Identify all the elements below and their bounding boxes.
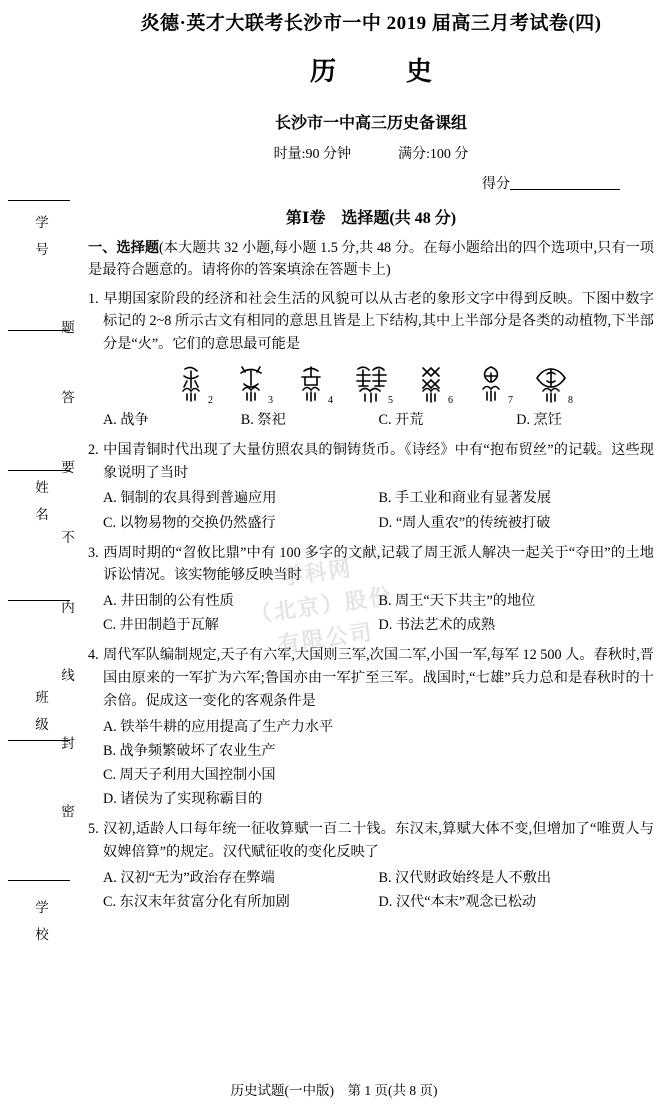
instruction-type-label: 一、选择题 xyxy=(88,239,160,256)
oracle-glyph-figure xyxy=(88,364,654,404)
page-footer: 历史试题(一中版) 第 1 页(共 8 页) xyxy=(230,1083,438,1098)
margin-seal-char-2: 答 xyxy=(59,390,74,404)
margin-seal-char-5: 内 xyxy=(59,600,74,614)
option-d[interactable]: D. 诸侯为了实现称霸目的 xyxy=(103,791,263,807)
margin-rule xyxy=(8,880,70,881)
option-row xyxy=(103,486,654,510)
question-text-wrap xyxy=(88,542,654,587)
option-c[interactable]: C. 开荒 xyxy=(378,411,424,428)
question-item xyxy=(88,644,654,712)
margin-seal-char-1: 题 xyxy=(59,320,74,334)
option-b[interactable]: B. 战争频繁破坏了农业生产 xyxy=(103,742,276,759)
question-number: 4. xyxy=(88,647,99,664)
glyph-cell-8 xyxy=(523,364,579,404)
instruction-detail: (本大题共 32 小题,每小题 1.5 分,共 48 分。在每小题给出的四个选项中,只有一项是最符合题意的。请将你的答案填涂在答题卡上) xyxy=(88,239,654,278)
question-text: 汉初,适龄人口每年统一征收算赋一百二十钱。东汉末,算赋大体不变,但增加了“唯贾人与奴婢倍算”的规定。汉代赋征收的变化反映了 xyxy=(103,821,654,860)
question-options xyxy=(88,589,654,637)
oracle-glyph-icon xyxy=(411,364,451,404)
glyph-number: 2 xyxy=(208,394,213,406)
glyph-cell-4 xyxy=(283,364,339,404)
option-d[interactable]: D. 书法艺术的成熟 xyxy=(378,617,496,634)
option-b[interactable]: B. 手工业和商业有显著发展 xyxy=(378,490,552,507)
margin-seal-char-7: 封 xyxy=(59,736,74,750)
option-row xyxy=(103,866,654,890)
option-a[interactable]: A. 汉初“无为”政治存在弊端 xyxy=(103,869,275,886)
question-options xyxy=(88,408,654,432)
option-c[interactable]: C. 周天子利用大国控制小国 xyxy=(103,766,276,783)
option-b[interactable]: B. 周王“天下共主”的地位 xyxy=(378,593,536,610)
option-row xyxy=(103,613,654,637)
margin-label-school: 学 校 xyxy=(33,900,48,941)
glyph-cell-5 xyxy=(343,364,399,404)
margin-seal-char-3: 要 xyxy=(59,460,74,474)
margin-seal-char-4: 不 xyxy=(59,530,74,544)
option-row xyxy=(103,890,654,914)
option-a[interactable]: A. 铜制的农具得到普遍应用 xyxy=(103,490,277,507)
option-row xyxy=(103,739,654,763)
option-d[interactable]: D. 汉代“本末”观念已松动 xyxy=(378,893,537,910)
question-options xyxy=(88,866,654,914)
oracle-glyph-icon xyxy=(529,364,573,404)
question-number: 3. xyxy=(88,544,99,561)
option-a[interactable]: A. 铁举牛耕的应用提高了生产力水平 xyxy=(103,718,334,735)
exam-meta xyxy=(88,143,654,163)
glyph-number: 3 xyxy=(268,394,273,406)
option-row xyxy=(103,589,654,613)
margin-seal-char-8: 密 xyxy=(59,804,74,818)
glyph-cell-6 xyxy=(403,364,459,404)
watermark: 学科网 （北京）股份 有限公司 xyxy=(248,555,395,658)
question-options xyxy=(88,715,654,812)
question-item xyxy=(88,542,654,587)
option-row xyxy=(103,511,654,535)
option-row xyxy=(103,408,654,432)
section-instruction xyxy=(88,237,654,281)
glyph-number: 6 xyxy=(448,394,453,406)
option-d[interactable]: D. “周人重农”的传统被打破 xyxy=(378,514,551,531)
margin-rule xyxy=(8,200,70,201)
glyph-cell-3 xyxy=(223,364,279,404)
duration-text: 时量:90 分钟 xyxy=(273,146,351,162)
score-label: 得分 xyxy=(482,176,510,192)
question-text-wrap xyxy=(88,644,654,712)
glyph-cell-2 xyxy=(163,364,219,404)
option-b[interactable]: B. 汉代财政始终是人不敷出 xyxy=(378,869,552,886)
oracle-glyph-icon xyxy=(231,364,271,404)
question-number: 5. xyxy=(88,821,99,838)
question-item xyxy=(88,818,654,863)
option-c[interactable]: C. 以物易物的交换仍然盛行 xyxy=(103,514,276,531)
margin-label-student-id: 学 号 xyxy=(33,215,48,256)
option-row xyxy=(103,763,654,787)
option-c[interactable]: C. 井田制趋于瓦解 xyxy=(103,617,219,634)
glyph-cell-7 xyxy=(463,364,519,404)
margin-label-class: 班 级 xyxy=(33,690,48,731)
glyph-number: 7 xyxy=(508,394,513,406)
option-c[interactable]: C. 东汉末年贫富分化有所加剧 xyxy=(103,893,290,910)
margin-seal-char-6: 线 xyxy=(59,668,74,682)
glyph-number: 5 xyxy=(388,394,393,406)
glyph-number: 4 xyxy=(328,394,333,406)
total-score-text: 满分:100 分 xyxy=(398,146,469,162)
option-row xyxy=(103,787,654,811)
margin-label-name: 姓 名 xyxy=(33,480,48,521)
oracle-glyph-icon xyxy=(471,364,511,404)
question-text: 西周时期的“曶攸比鼎”中有 100 多字的文献,记载了周王派人解决一起关于“夺田”的土地诉讼情况。该实物能够反映当时 xyxy=(103,544,654,584)
page-title: 炎德·英才大联考长沙市一中 2019 届高三月考试卷(四) xyxy=(140,13,602,34)
question-item xyxy=(88,439,654,484)
option-row xyxy=(103,715,654,739)
exam-paper-body xyxy=(88,0,654,1111)
subject-title: 历 史 xyxy=(309,56,454,86)
answer-sheet-margin xyxy=(0,0,86,1111)
department-line: 长沙市一中高三历史备课组 xyxy=(274,114,467,132)
part-heading: 第Ⅰ卷 选择题(共 48 分) xyxy=(285,209,457,227)
glyph-number: 8 xyxy=(568,394,573,406)
score-field xyxy=(88,173,620,193)
question-text: 早期国家阶段的经济和社会生活的风貌可以从古老的象形文字中得到反映。下图中数字标记的 2~8 所示古文有相同的意思且皆是上下结构,其中上半部分是各类的动植物,下半部分是“火”。它们的意思最可能是 xyxy=(103,290,654,353)
option-d[interactable]: D. 烹饪 xyxy=(516,411,562,428)
oracle-glyph-icon xyxy=(171,364,211,404)
question-text-wrap xyxy=(88,818,654,863)
question-number: 2. xyxy=(88,441,99,458)
question-options xyxy=(88,486,654,534)
question-text: 中国青铜时代出现了大量仿照农具的铜铸货币。《诗经》中有“抱布贸丝”的记载。这些现象说明了当时 xyxy=(103,441,654,481)
option-a[interactable]: A. 井田制的公有性质 xyxy=(103,593,234,610)
question-text: 周代军队编制规定,天子有六军,大国则三军,次国二军,小国一军,每军 12 500 人。春秋时,晋国由原来的一军扩为六军;鲁国亦由一军扩至三军。战国时,“七雄”兵力总和是春秋时的十余倍。促成这一变化的客观条件是 xyxy=(103,647,654,709)
option-a[interactable]: A. 战争 xyxy=(103,411,149,428)
question-text-wrap xyxy=(88,288,654,356)
question-item xyxy=(88,288,654,356)
option-b[interactable]: B. 祭祀 xyxy=(240,411,286,428)
question-number: 1. xyxy=(88,290,99,307)
oracle-glyph-icon xyxy=(291,364,331,404)
question-text-wrap xyxy=(88,439,654,484)
score-blank[interactable] xyxy=(510,175,620,190)
